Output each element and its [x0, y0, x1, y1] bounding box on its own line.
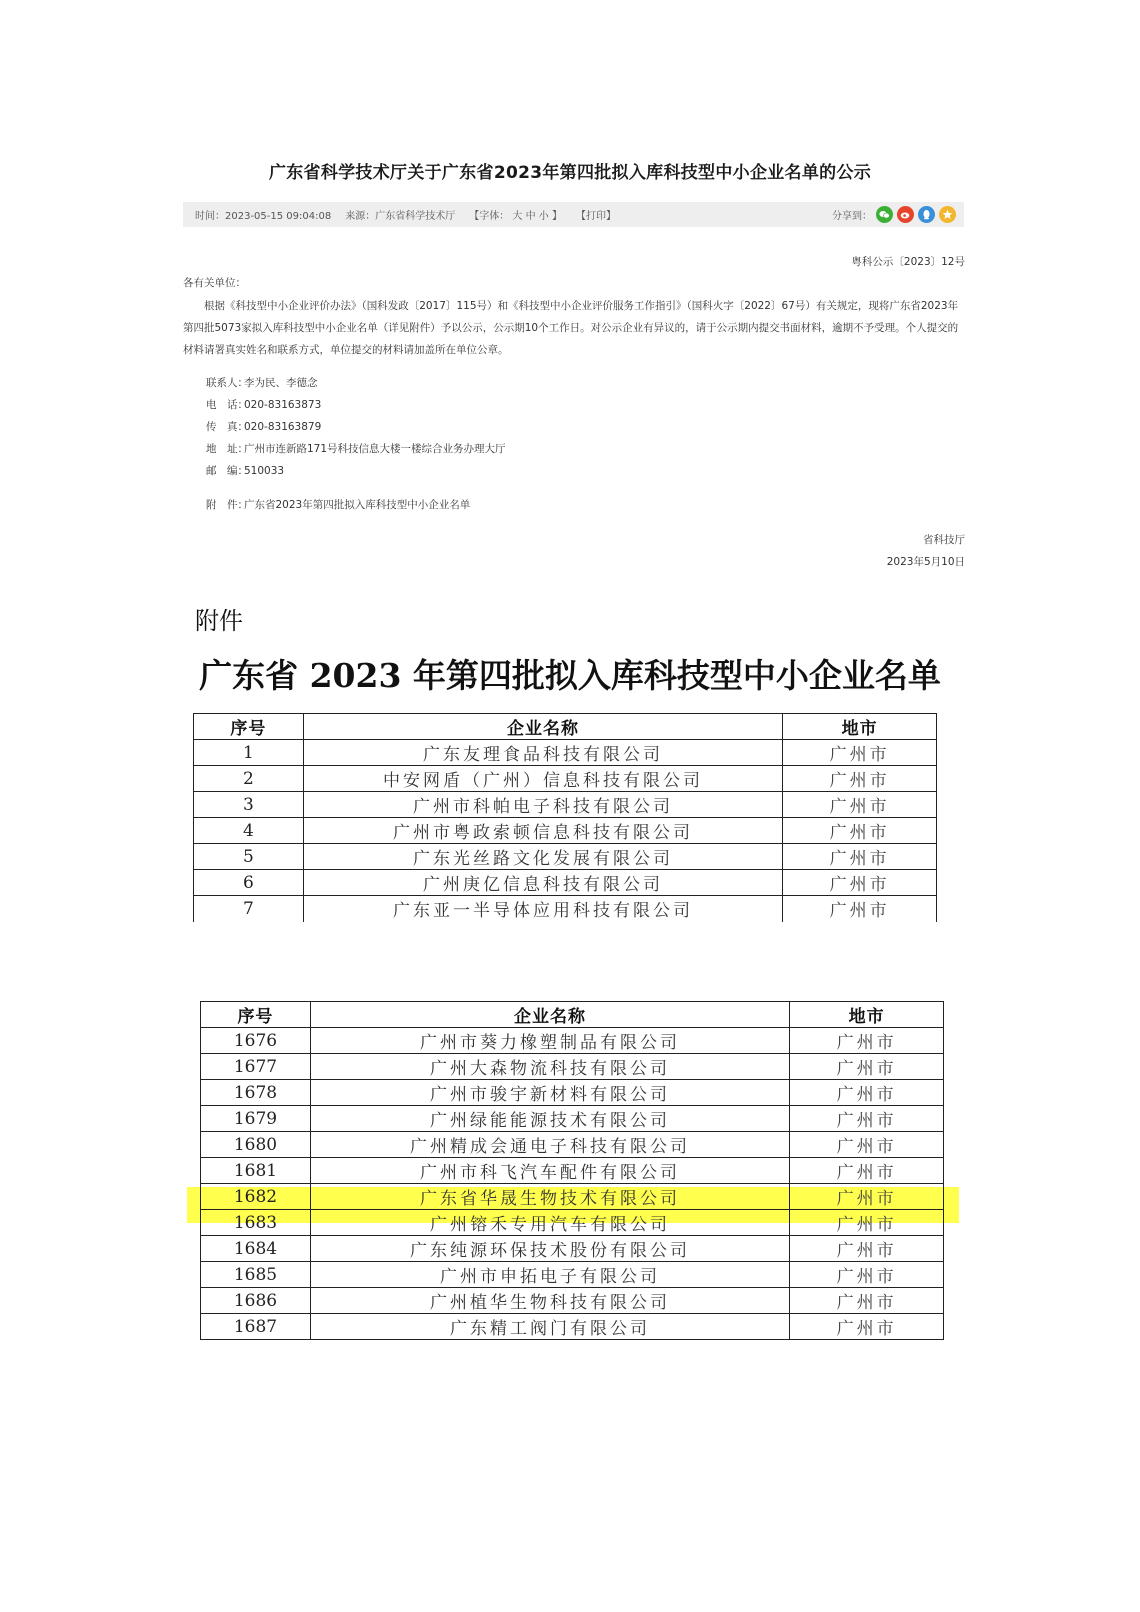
row-company-name: 广州精成会通电子科技有限公司: [310, 1132, 789, 1158]
row-company-name: 广东纯源环保技术股份有限公司: [310, 1236, 789, 1262]
row-company-name: 广东精工阀门有限公司: [310, 1314, 789, 1340]
company-table-1: [193, 713, 937, 922]
row-seq: 2: [194, 766, 304, 792]
row-seq: 5: [194, 844, 304, 870]
row-city: 广州市: [783, 870, 937, 896]
row-city: 广州市: [790, 1080, 944, 1106]
list-title: 广东省 2023 年第四批拟入库科技型中小企业名单: [199, 656, 941, 695]
table-row: [201, 1184, 944, 1210]
font-size-label: 【字体：: [469, 211, 510, 222]
table-row: [194, 766, 937, 792]
row-city: 广州市: [783, 818, 937, 844]
body-paragraph: 根据《科技型中小企业评价办法》（国科发政〔2017〕115号）和《科技型中小企业评价服务工作指引》（国科火字〔2022〕67号）有关规定，现将广东省2023年第四批5073家拟入库科技型中小企业名单（详见附件）予以公示，公示期10个工作日。对公示企业有异议的，请于公示期内提交书面材料，逾期不予受理。个人提交的材料请署真实姓名和联系方式，单位提交的材料请加盖所在单位公章。: [183, 300, 959, 356]
row-seq: 4: [194, 818, 304, 844]
table-row: [201, 1028, 944, 1054]
table-row: [201, 1054, 944, 1080]
table-row: [194, 844, 937, 870]
header-city: 地市: [783, 714, 937, 740]
font-large-link[interactable]: 大: [512, 211, 523, 222]
row-seq: 7: [194, 896, 304, 922]
row-company-name: 广州市申拓电子有限公司: [310, 1262, 789, 1288]
table-row: [194, 896, 937, 922]
row-company-name: 广州市科帕电子科技有限公司: [303, 792, 782, 818]
font-size-close: 】: [551, 211, 562, 222]
contact-info: [206, 372, 506, 482]
row-company-name: 广东亚一半导体应用科技有限公司: [303, 896, 782, 922]
row-company-name: 广东省华晟生物技术有限公司: [310, 1184, 789, 1210]
table-row: [201, 1210, 944, 1236]
row-company-name: 广州市葵力橡塑制品有限公司: [310, 1028, 789, 1054]
print-link[interactable]: 【打印】: [575, 211, 616, 222]
article-source: 来源：广东省科学技术厅: [345, 211, 456, 222]
row-city: 广州市: [783, 844, 937, 870]
row-city: 广州市: [790, 1028, 944, 1054]
row-seq: 1681: [201, 1158, 311, 1184]
row-seq: 1676: [201, 1028, 311, 1054]
row-company-name: 广东友理食品科技有限公司: [303, 740, 782, 766]
row-company-name: 广东光丝路文化发展有限公司: [303, 844, 782, 870]
row-seq: 1: [194, 740, 304, 766]
row-seq: 1685: [201, 1262, 311, 1288]
row-city: 广州市: [783, 792, 937, 818]
contact-postcode: 邮 编：510033: [206, 465, 285, 477]
row-seq: 3: [194, 792, 304, 818]
table-header-row: [194, 714, 937, 740]
table-row: [201, 1314, 944, 1340]
row-city: 广州市: [790, 1314, 944, 1340]
salutation: 各有关单位：: [183, 277, 246, 289]
table-row: [201, 1132, 944, 1158]
row-seq: 1680: [201, 1132, 311, 1158]
row-company-name: 广州绿能能源技术有限公司: [310, 1106, 789, 1132]
signature-org: 省科技厅: [923, 534, 965, 546]
row-seq: 1683: [201, 1210, 311, 1236]
share-bar: [832, 206, 964, 223]
article-meta-bar: [183, 202, 964, 227]
row-company-name: 中安网盾（广州）信息科技有限公司: [303, 766, 782, 792]
row-city: 广州市: [783, 896, 937, 922]
attachment-line: [206, 497, 470, 512]
qq-icon[interactable]: [918, 206, 935, 223]
header-seq: 序号: [201, 1002, 311, 1028]
weibo-icon[interactable]: [897, 206, 914, 223]
row-city: 广州市: [790, 1106, 944, 1132]
row-city: 广州市: [790, 1236, 944, 1262]
row-city: 广州市: [783, 740, 937, 766]
signature-date: 2023年5月10日: [886, 556, 965, 568]
wechat-icon[interactable]: [876, 206, 893, 223]
row-seq: 1684: [201, 1236, 311, 1262]
table-row: [194, 818, 937, 844]
table-header-row: [201, 1002, 944, 1028]
attachment-heading: 附件: [195, 607, 243, 635]
attachment-link[interactable]: 广东省2023年第四批拟入库科技型中小企业名单: [244, 499, 471, 511]
contact-person: 联系人：李为民、李德念: [206, 377, 318, 389]
table-row: [201, 1106, 944, 1132]
attachment-label: 附 件：: [206, 499, 248, 511]
row-city: 广州市: [790, 1184, 944, 1210]
table-row: [201, 1158, 944, 1184]
table-row: [194, 870, 937, 896]
table-row: [201, 1288, 944, 1314]
article-title: 广东省科学技术厅关于广东省2023年第四批拟入库科技型中小企业名单的公示: [268, 163, 872, 183]
row-city: 广州市: [790, 1262, 944, 1288]
row-city: 广州市: [790, 1288, 944, 1314]
row-seq: 1679: [201, 1106, 311, 1132]
row-company-name: 广州市骏宇新材料有限公司: [310, 1080, 789, 1106]
row-seq: 1677: [201, 1054, 311, 1080]
table-row: [194, 792, 937, 818]
font-medium-link[interactable]: 中: [525, 211, 536, 222]
header-company: 企业名称: [303, 714, 782, 740]
table-row: [194, 740, 937, 766]
row-seq: 1686: [201, 1288, 311, 1314]
header-company: 企业名称: [310, 1002, 789, 1028]
row-company-name: 广州庚亿信息科技有限公司: [303, 870, 782, 896]
row-seq: 1682: [201, 1184, 311, 1210]
favorite-icon[interactable]: [939, 206, 956, 223]
header-seq: 序号: [194, 714, 304, 740]
row-company-name: 广州镕禾专用汽车有限公司: [310, 1210, 789, 1236]
row-city: 广州市: [790, 1054, 944, 1080]
document-number: 粤科公示〔2023〕12号: [851, 256, 965, 268]
font-size-control: [469, 207, 562, 222]
font-small-link[interactable]: 小: [538, 211, 549, 222]
row-city: 广州市: [783, 766, 937, 792]
row-company-name: 广州市科飞汽车配件有限公司: [310, 1158, 789, 1184]
row-seq: 1678: [201, 1080, 311, 1106]
contact-fax: 传 真：020-83163879: [206, 421, 322, 433]
row-seq: 1687: [201, 1314, 311, 1340]
table-row: [201, 1236, 944, 1262]
header-city: 地市: [790, 1002, 944, 1028]
row-city: 广州市: [790, 1132, 944, 1158]
row-company-name: 广州市粤政索顿信息科技有限公司: [303, 818, 782, 844]
contact-address: 地 址：广州市连新路171号科技信息大楼一楼综合业务办理大厅: [206, 443, 506, 455]
row-city: 广州市: [790, 1158, 944, 1184]
row-company-name: 广州植华生物科技有限公司: [310, 1288, 789, 1314]
share-label: 分享到：: [832, 211, 872, 222]
row-city: 广州市: [790, 1210, 944, 1236]
company-table-2: [200, 1001, 944, 1340]
publish-time: 时间：2023-05-15 09:04:08: [195, 211, 332, 222]
table-row: [201, 1080, 944, 1106]
contact-phone: 电 话：020-83163873: [206, 399, 322, 411]
row-seq: 6: [194, 870, 304, 896]
table-row: [201, 1262, 944, 1288]
row-company-name: 广州大森物流科技有限公司: [310, 1054, 789, 1080]
